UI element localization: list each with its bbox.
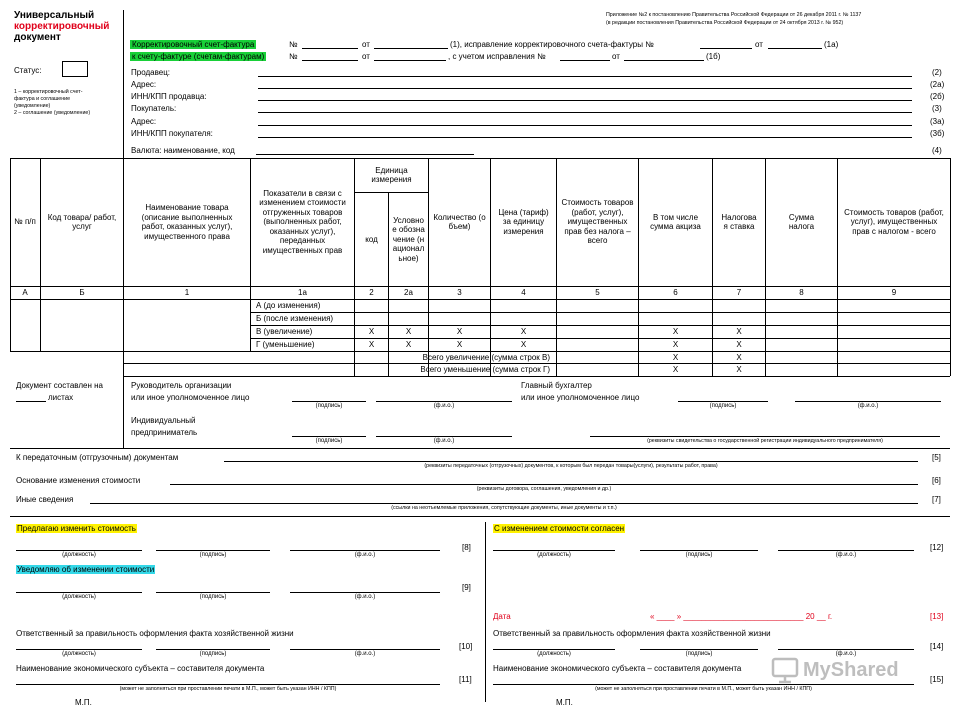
row-label-before: А (до изменения) [256,301,321,310]
appendix-line2: (в редакции постановления Правительства Российской Федерации от 24 октября 2013 г. № 952) [606,20,844,26]
header-rate: Налоговая ставка [721,212,757,231]
header-qty: Количество (объем) [433,212,486,231]
x-mark: X [456,340,463,350]
x-mark: X [520,327,527,337]
responsible-label-right: Ответственный за правильность оформления факта хозяйственной жизни [493,629,771,638]
status-note4: 2 – соглашение (уведомление) [14,110,91,116]
correction-date-label: от [755,40,763,49]
date-label: Дата [493,612,511,621]
bottom-divider [485,522,486,702]
code-13: [13] [930,612,944,621]
invoice-date-label: от [362,40,370,49]
header-excise: В том числе сумма акциза [650,212,701,231]
code-4: (4) [932,146,942,155]
caption-sign: (подпись) [685,651,713,657]
invoice-no-label: № [289,40,298,49]
head-label-2: или иное уполномоченное лицо [131,393,250,402]
header-unit: Единица измерения [371,165,412,184]
col-num: 6 [673,288,678,298]
basis-label: Основание изменения стоимости [16,476,141,485]
code-7: [7] [932,495,941,504]
date-field[interactable]: « ____ » ___________________________ 20 __ г. [650,612,833,621]
watermark-text: MyShared [803,658,899,681]
agree-fio-field[interactable] [778,550,914,551]
transfer-label: К передаточным (отгрузочным) документам [16,453,179,462]
caption-fio: (ф.и.о.) [354,594,376,600]
accountant-label-1: Главный бухгалтер [521,381,592,390]
notified-fio-field[interactable] [290,592,440,593]
col-num: 9 [891,288,897,298]
seller-inn-field[interactable] [258,100,912,101]
entity-caption-left: (может не заполняться при проставлении печати в М.П., может быть указан ИНН / КПП) [119,686,337,692]
doc-made-label: Документ составлен на [16,381,103,390]
section-divider [10,448,950,449]
x-mark: X [520,340,527,350]
seller-inn-label: ИНН/КПП продавца: [131,92,207,101]
code-12: [12] [930,543,944,552]
offer-signature-field[interactable] [156,550,270,551]
code-14: [14] [930,642,944,651]
x-mark: X [736,352,742,362]
ip-cert-field[interactable] [590,436,940,437]
resp-fio-field-left[interactable] [290,649,440,650]
code-2b: (2б) [930,92,945,101]
header-divider [123,10,124,158]
caption-sign: (подпись) [685,552,713,558]
resp-position-field-right[interactable] [493,649,615,650]
code-3: (3) [932,104,942,113]
with-correction-date-label: от [612,52,620,61]
col-num: 1а [298,288,307,298]
caption-sign: (подпись) [199,651,227,657]
col-num: 5 [595,288,600,298]
currency-label: Валюта: наименование, код [131,146,235,155]
buyer-address-field[interactable] [258,125,912,126]
entity-label-left: Наименование экономического субъекта – составителя документа [16,664,265,673]
notified-signature-field[interactable] [156,592,270,593]
base-invoice-no-field[interactable] [302,60,358,61]
accountant-label-2: или иное уполномоченное лицо [521,393,640,402]
code-1a: (1а) [824,40,839,49]
buyer-address-label: Адрес: [131,117,157,126]
buyer-inn-label: ИНН/КПП покупателя: [131,129,213,138]
x-mark: X [405,340,412,350]
total-increase-label: Всего увеличение (сумма строк В) [422,353,550,362]
header-total: Стоимость товаров (работ, услуг), имущественных прав с налогом - всего [844,207,944,236]
col-num: Б [79,288,85,298]
caption-sign: (подпись) [709,403,737,409]
caption-fio: (ф.и.о.) [433,403,455,409]
mp-left: М.П. [75,698,92,707]
x-mark: X [368,327,375,337]
resp-position-field-left[interactable] [16,649,142,650]
x-mark: X [736,340,742,350]
correction-no-field[interactable] [700,48,752,49]
base-invoice-no-label: № [289,52,298,61]
head-label-1: Руководитель организации [131,381,232,390]
doc-title-line2: корректировочный [14,21,110,32]
header-no: № п/п [14,217,36,227]
caption-position: (должность) [62,594,96,600]
status-label: Статус: [14,66,42,75]
caption-sign: (подпись) [199,594,227,600]
head-signature-field[interactable] [292,401,366,402]
ip-fio-field[interactable] [376,436,512,437]
caption-fio: (ф.и.о.) [354,651,376,657]
buyer-inn-field[interactable] [258,137,912,138]
other-caption: (ссылки на неотъемлемые приложения, сопутствующие документы, иные документы и т.п.) [391,505,617,511]
header-tax: Сумма налога [788,212,815,231]
code-3a: (3а) [930,117,945,126]
responsible-label-left: Ответственный за правильность оформления факта хозяйственной жизни [16,629,294,638]
total-decrease-label: Всего уменьшение (сумма строк Г) [420,365,550,374]
basis-caption: (реквизиты договора, соглашения, уведомления и др.) [476,486,612,492]
transfer-caption: (реквизиты передаточных (отгрузочных) документов, к которым был передан товары(услуги), результаты работ, права) [424,463,718,469]
x-mark: X [456,327,463,337]
invoice-date-field[interactable] [374,48,448,49]
code-15: [15] [930,675,944,684]
col-num: 7 [736,288,742,298]
buyer-label: Покупатель: [131,104,177,113]
code-10: [10] [459,642,473,651]
x-mark: X [368,340,375,350]
entity-label-right: Наименование экономического субъекта – составителя документа [493,664,742,673]
transfer-field[interactable] [224,461,918,462]
x-mark: X [672,352,679,362]
caption-sign: (подпись) [315,438,343,444]
buyer-field[interactable] [258,112,912,113]
header-unit-name: Условное обозначение (национальное) [392,215,425,263]
sheets-field[interactable] [16,401,46,402]
header-name: Наименование товара (описание выполненных работ, оказанных услуг), имущественного права [141,203,233,241]
mp-right: М.П. [556,698,573,707]
code-5: [5] [932,453,941,462]
x-mark: X [736,365,742,375]
offer-label: Предлагаю изменить стоимость [17,524,136,533]
resp-fio-field-right[interactable] [778,649,914,650]
row-label-after: Б (после изменения) [256,314,334,323]
code-2: (2) [932,68,942,77]
other-label: Иные сведения [16,495,74,504]
with-correction-no-field[interactable] [560,60,610,61]
caption-fio: (ф.и.о.) [835,651,857,657]
seller-label: Продавец: [131,68,171,77]
caption-fio: (ф.и.о.) [433,438,455,444]
notified-position-field[interactable] [16,592,142,593]
caption-fio: (ф.и.о.) [354,552,376,558]
x-mark: X [736,327,742,337]
with-correction-label: , с учетом исправления № [448,52,546,61]
invoice-highlight-2: к счету-фактуре (счетам-фактурам) [132,52,265,61]
invoice-correction-label: (1), исправление корректировочного счета-фактуры № [450,40,654,49]
resp-signature-field-left[interactable] [156,649,270,650]
header-code: Код товара/ работ, услуг [47,212,117,231]
x-mark: X [672,365,679,375]
caption-sign: (подпись) [199,552,227,558]
col-num: 1 [184,288,190,298]
col-num: 3 [457,288,462,298]
caption-fio: (ф.и.о.) [835,552,857,558]
caption-cert: (реквизиты свидетельства о государственной регистрации индивидуального предпринимателя) [647,438,883,444]
offer-fio-field[interactable] [290,550,440,551]
caption-position: (должность) [62,552,96,558]
sign-divider [123,376,124,448]
resp-signature-field-right[interactable] [640,649,758,650]
watermark [770,656,899,684]
head-fio-field[interactable] [376,401,512,402]
with-correction-date-field[interactable] [624,60,704,61]
row-label-increase: В (увеличение) [256,327,313,336]
code-6: [6] [932,476,941,485]
x-mark: X [672,340,679,350]
section-divider [10,516,950,517]
code-3b: (3б) [930,129,945,138]
col-num: 2а [404,288,413,298]
status-box[interactable] [62,61,88,77]
col-num: А [22,288,28,298]
code-8: [8] [462,543,471,552]
col-num: 4 [521,288,526,298]
caption-position: (должность) [537,552,571,558]
caption-sign: (подпись) [315,403,343,409]
ip-signature-field[interactable] [292,436,366,437]
header-unit-code: код [365,234,378,244]
correction-date-field[interactable] [768,48,822,49]
caption-position: (должность) [537,651,571,657]
entity-field-right[interactable] [493,684,914,685]
agree-position-field[interactable] [493,550,615,551]
entity-field-left[interactable] [16,684,440,685]
x-mark: X [672,327,679,337]
sheets-label: листах [48,393,74,402]
header-indicators: Показатели в связи с изменением стоимости отгруженных товаров (выполненных работ, оказанных услуг), переданных имущественных прав [259,188,346,255]
currency-field[interactable] [256,154,474,155]
col-num: 8 [799,288,804,298]
doc-title-line1: Универсальный [14,10,95,21]
doc-title-line3: документ [14,32,61,43]
row-label-decrease: Г (уменьшение) [256,340,315,349]
col-num: 2 [369,288,374,298]
code-2a: (2а) [930,80,945,89]
header-price: Цена (тариф) за единицу измерения [498,207,549,236]
other-field[interactable] [90,503,918,504]
header-cost: Стоимость товаров (работ, услуг), имущественных прав без налога – всего [561,198,634,246]
code-11: [11] [459,675,472,684]
status-note3: (уведомление) [14,103,51,109]
code-1b: (1б) [706,52,721,61]
code-9: [9] [462,583,471,592]
invoice-highlight-1: Корректировочный счет-фактура [132,40,255,49]
base-invoice-date-field[interactable] [374,60,446,61]
basis-field[interactable] [170,484,918,485]
entity-caption-right: (может не заполняться при проставлении печати в М.П., может быть указан ИНН / КПП) [595,686,812,692]
caption-fio: (ф.и.о.) [857,403,879,409]
seller-address-label: Адрес: [131,80,157,89]
offer-position-field[interactable] [16,550,142,551]
ip-label-1: Индивидуальный [131,416,196,425]
accountant-signature-field[interactable] [678,401,768,402]
x-mark: X [405,327,412,337]
status-note2: фактура и соглашение [14,96,71,102]
seller-address-field[interactable] [258,88,912,89]
invoice-no-field[interactable] [302,48,358,49]
seller-field[interactable] [258,76,912,77]
presentation-icon [770,656,800,684]
caption-position: (должность) [62,651,96,657]
notified-label: Уведомляю об изменении стоимости [17,565,155,574]
appendix-line1: Приложение №2 к постановлению Правительства Российской Федерации от 26 декабря 2011 г. № 1137 [606,12,862,18]
status-note1: 1 – корректировочный счет- [14,89,83,95]
agree-signature-field[interactable] [640,550,758,551]
ip-label-2: предприниматель [131,428,198,437]
agree-label: С изменением стоимости согласен [494,524,625,533]
base-invoice-date-label: от [362,52,370,61]
accountant-fio-field[interactable] [795,401,941,402]
